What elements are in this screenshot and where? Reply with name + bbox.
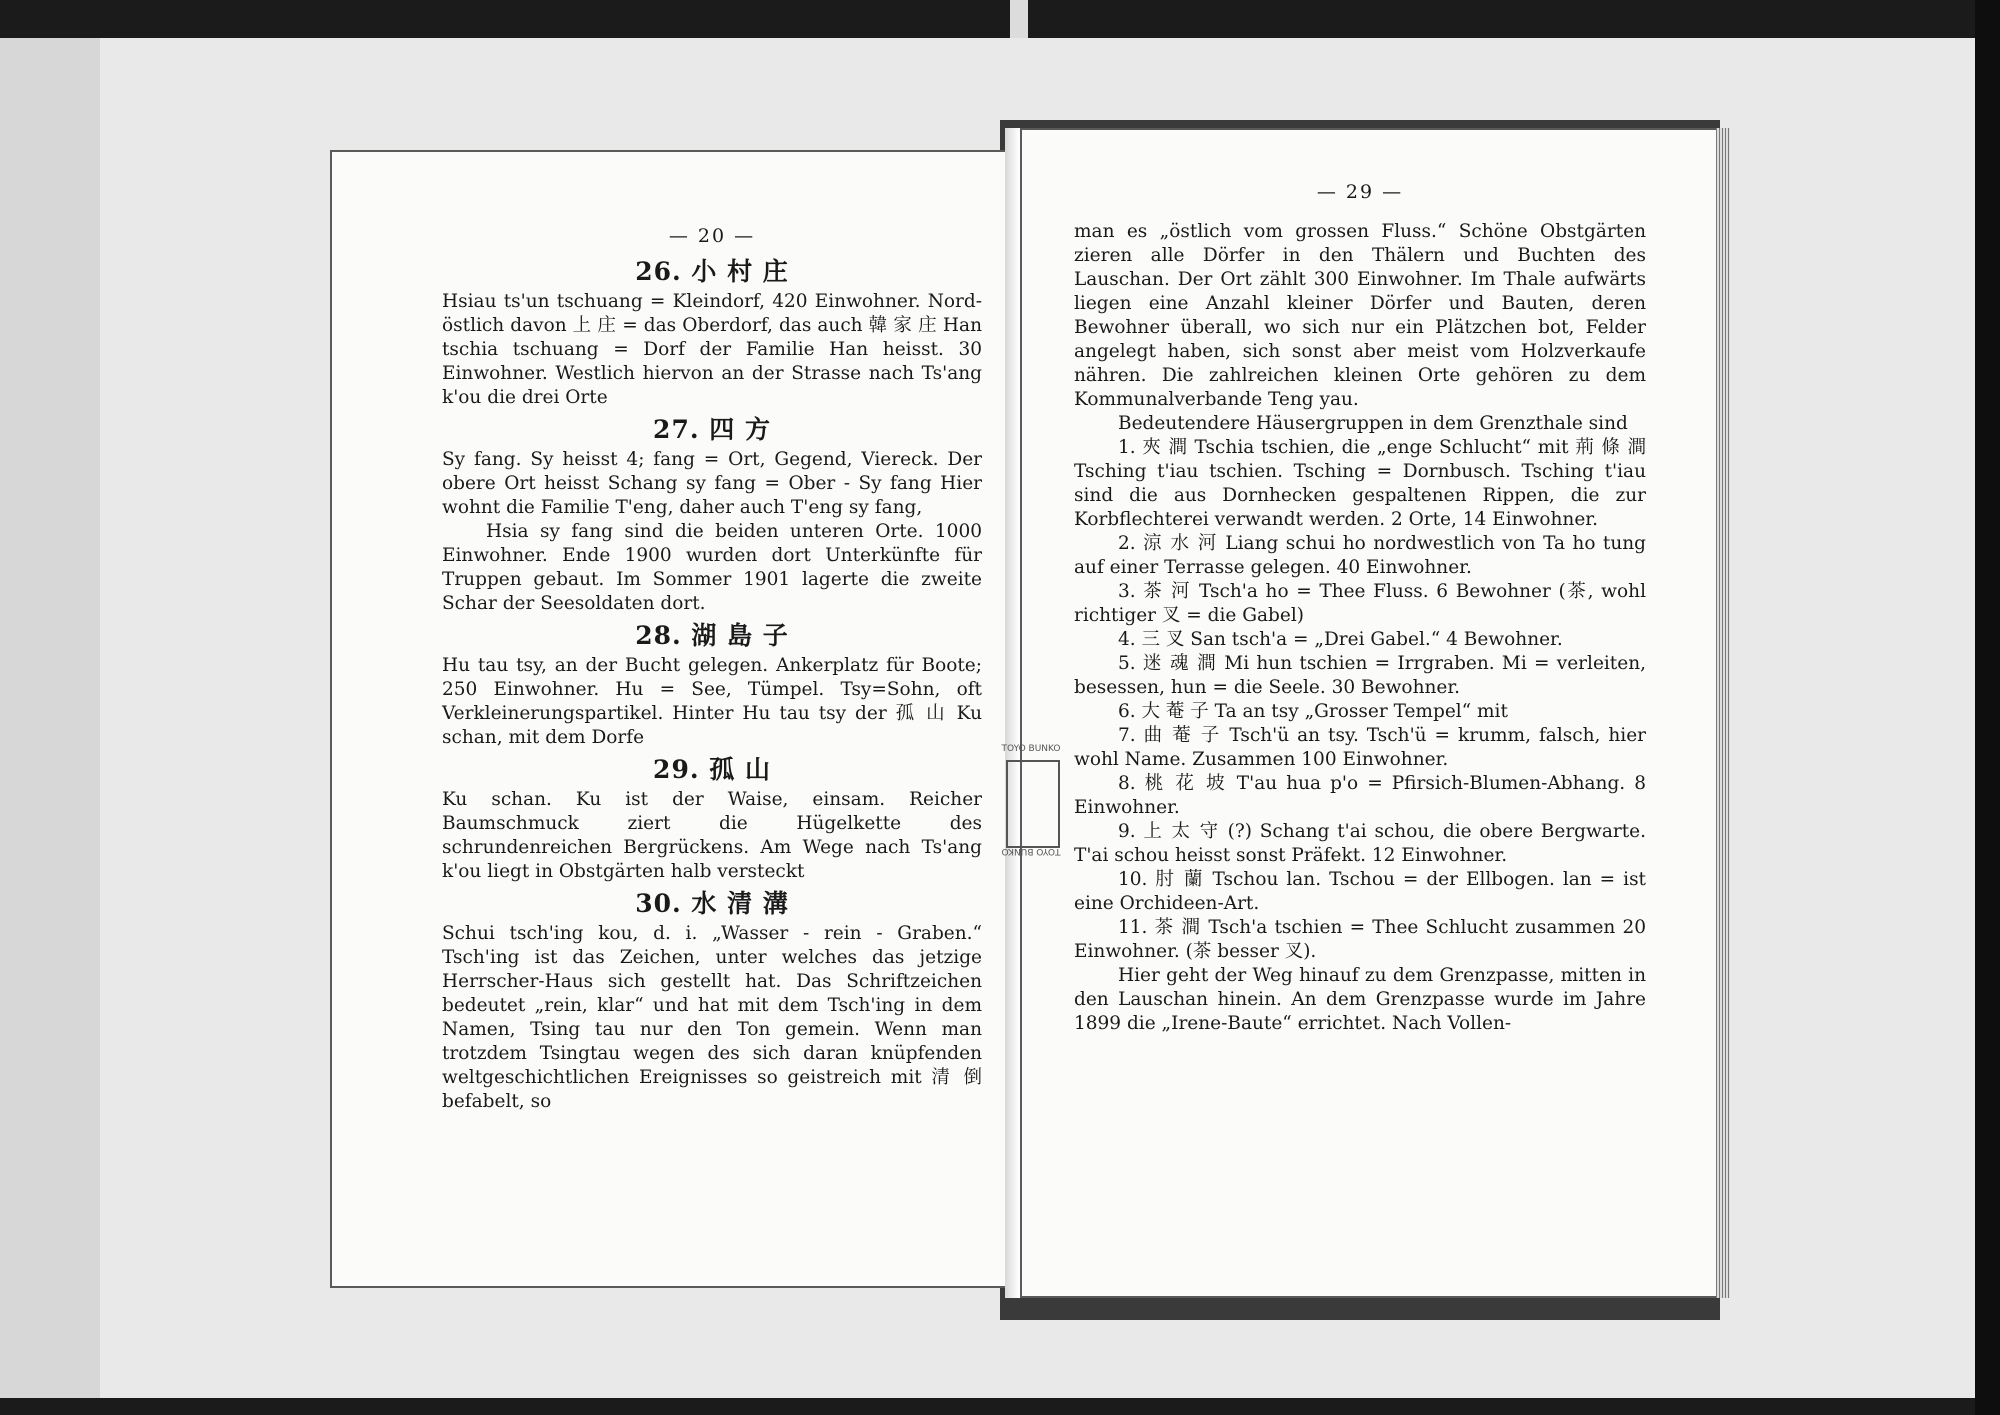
section-paragraph: Ku schan. Ku ist der Waise, einsam. Reicher Baumschmuck ziert die Hügelkette des schrundenreichen Bergrückens. Am Wege nach Ts'ang k'ou liegt in Obstgärten halb versteckt [442, 789, 982, 882]
list-item: 8. 桃 花 坡 T'au hua p'o = Pfirsich-Blumen-Abhang. 8 Einwohner. [1074, 773, 1646, 818]
library-stamp [1000, 742, 1062, 862]
section-27 [442, 415, 982, 616]
intro-paragraph: man es „östlich vom grossen Fluss.“ Schöne Obstgärten zieren alle Dörfer in den Thälern und Buchten des Lauschan. Der Ort zählt 300 Einwohner. Im Thale aufwärts liegen eine Anzahl kleiner Dörfer und Bauten, deren Bewohner überall, wo sich nur ein Plätzchen bot, Felder angelegt haben, sich sonst aber meist vom Holzverkaufe nähren. Die zahlreichen kleinen Orte gehören zu dem Kommunalverbande Teng yau. [1074, 221, 1646, 410]
stamp-top-text: TOYO BUNKO [1001, 744, 1061, 754]
stamp-bottom-text: TOYO BUNKO [1001, 846, 1061, 856]
scan-bottom-border [0, 1398, 2000, 1415]
page-fore-edge [1716, 128, 1730, 1298]
right-page [1020, 128, 1720, 1298]
page-number: — 29 — [1316, 181, 1404, 203]
list-item: 3. 茶 河 Tsch'a ho = Thee Fluss. 6 Bewohner (茶, wohl richtiger 叉 = die Gabel) [1074, 581, 1646, 626]
section-paragraph: Schui tsch'ing kou, d. i. „Wasser - rein - Graben.“ Tsch'ing ist das Zeichen, unter welches das jetzige Herrscher-Haus sich gestellt hat. Das Schriftzeichen bedeutet „rein, klar“ und hat mit dem Tsch'ing in dem Namen, Tsing tau nur den Ton gemein. Wenn man trotzdem Tsingtau wegen des sich daran knüpfenden weltgeschichtlichen Ereignisses so geistreich mit 清 倒 befabelt, so [442, 923, 982, 1112]
page-number: — 20 — [668, 225, 756, 247]
section-26 [442, 257, 982, 410]
right-page-content [1074, 181, 1646, 1036]
section-30 [442, 889, 982, 1114]
section-paragraph: Hu tau tsy, an der Bucht gelegen. Ankerplatz für Boote; 250 Einwohner. Hu = See, Tümpel. Tsy=Sohn, oft Verkleinerungspartikel. Hinter Hu tau tsy der 孤 山 Ku schan, mit dem Dorfe [442, 655, 982, 748]
list-item: 6. 大 菴 子 Ta an tsy „Grosser Tempel“ mit [1118, 701, 1508, 722]
lead-paragraph: Bedeutendere Häusergruppen in dem Grenzthale sind [1118, 413, 1628, 434]
list-item: 1. 夾 澗 Tschia tschien, die „enge Schlucht“ mit 荊 條 澗 Tsching t'iau tschien. Tsching = Dornbusch. Tsching t'iau sind die aus Dornhecken gespaltenen Rippen, die zur Korbflechterei verwandt werden. 2 Orte, 14 Einwohner. [1074, 437, 1646, 530]
section-paragraph: Hsiau ts'un tschuang = Kleindorf, 420 Einwohner. Nord-östlich davon 上 庄 = das Oberdorf, das auch 韓 家 庄 Han tschia tschuang = Dorf der Familie Han heisst. 30 Einwohner. Westlich hiervon an der Strasse nach Ts'ang k'ou die drei Orte [442, 291, 982, 408]
list-item: 5. 迷 魂 澗 Mi hun tschien = Irrgraben. Mi = verleiten, besessen, hun = die Seele. 30 Bewohner. [1074, 653, 1646, 698]
section-heading: 27. 四 方 [653, 415, 771, 444]
list-item: 9. 上 太 守 (?) Schang t'ai schou, die obere Bergwarte. T'ai schou heisst sonst Präfekt. 12 Einwohner. [1074, 821, 1646, 866]
background-left [0, 38, 100, 1398]
left-page-content [442, 224, 982, 1114]
list-item: 10. 肘 蘭 Tschou lan. Tschou = der Ellbogen. lan = ist eine Orchideen-Art. [1074, 869, 1646, 914]
section-heading: 26. 小 村 庄 [635, 257, 789, 286]
list-item: 11. 茶 澗 Tsch'a tschien = Thee Schlucht zusammen 20 Einwohner. (茶 besser 叉). [1074, 917, 1646, 962]
stamp-frame [1006, 760, 1060, 848]
section-paragraph: Hsia sy fang sind die beiden unteren Orte. 1000 Einwohner. Ende 1900 wurden dort Unterkünfte für Truppen gebaut. Im Sommer 1901 lagerte die zweite Schar der Seesoldaten dort. [442, 521, 982, 614]
section-heading: 28. 湖 島 子 [635, 621, 789, 650]
section-heading: 29. 孤 山 [653, 755, 771, 784]
left-page [330, 150, 1018, 1288]
section-paragraph: Sy fang. Sy heisst 4; fang = Ort, Gegend, Viereck. Der obere Ort heisst Schang sy fang = Ober - Sy fang Hier wohnt die Familie T'eng, daher auch T'eng sy fang, [442, 449, 982, 518]
list-item: 7. 曲 菴 子 Tsch'ü an tsy. Tsch'ü = krumm, falsch, hier wohl Name. Zusammen 100 Einwohner. [1074, 725, 1646, 770]
closing-paragraph: Hier geht der Weg hinauf zu dem Grenzpasse, mitten in den Lauschan hinein. An dem Grenzpasse wurde im Jahre 1899 die „Irene-Baute“ errichtet. Nach Vollen- [1074, 965, 1646, 1034]
list-item: 4. 三 叉 San tsch'a = „Drei Gabel.“ 4 Bewohner. [1118, 629, 1563, 650]
section-29 [442, 755, 982, 884]
section-28 [442, 621, 982, 750]
section-heading: 30. 水 清 溝 [635, 889, 789, 918]
scan-right-border [1975, 0, 2000, 1415]
scan-top-border [0, 0, 2000, 38]
list-item: 2. 涼 水 河 Liang schui ho nordwestlich von Ta ho tung auf einer Terrasse gelegen. 40 Einwohner. [1074, 533, 1646, 578]
